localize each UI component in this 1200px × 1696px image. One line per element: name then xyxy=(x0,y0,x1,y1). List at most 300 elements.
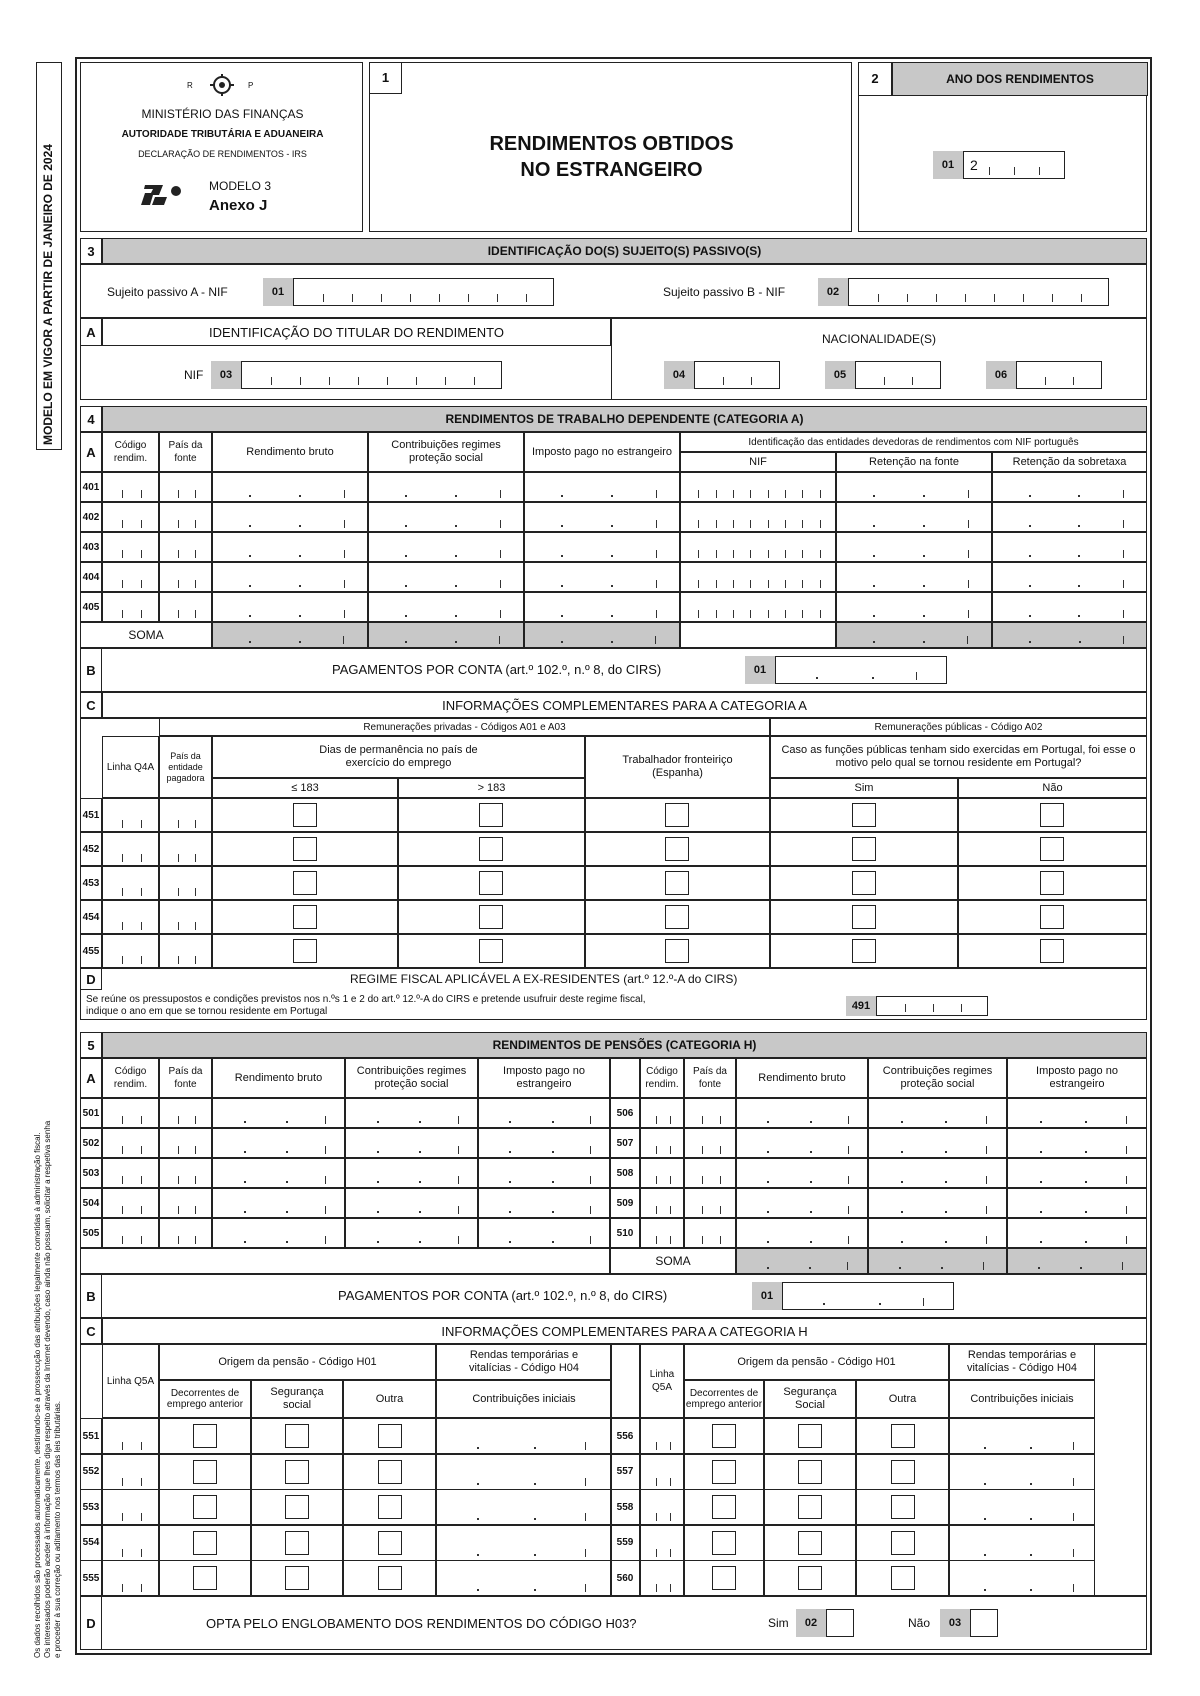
q5-imposto-input-l[interactable] xyxy=(478,1188,610,1218)
q5c-title: INFORMAÇÕES COMPLEMENTARES PARA A CATEGORIA H xyxy=(102,1318,1147,1344)
q5c-row-number: 556 xyxy=(610,1418,640,1454)
emblem-p: P xyxy=(248,81,254,90)
q4c-fronteirico-checkbox[interactable] xyxy=(665,803,689,827)
q4d-text-2: indique o ano em que se tornou residente em Portugal xyxy=(86,1006,328,1017)
q5-codigo-input-r[interactable] xyxy=(640,1128,684,1158)
q5d-sim-label: Sim xyxy=(768,1616,789,1630)
q4-contrib-input[interactable] xyxy=(368,532,524,562)
q5c-linha-input-l[interactable] xyxy=(102,1418,159,1454)
q5-contrib-input-r[interactable] xyxy=(868,1218,1007,1248)
q4-sobretaxa-input[interactable] xyxy=(992,562,1147,592)
q4c-col-pais: País da entidade pagadora xyxy=(159,736,212,798)
q5c-decorrentes-checkbox-r[interactable] xyxy=(712,1566,736,1590)
q5-col-contrib-r: Contribuições regimes proteção social xyxy=(868,1058,1007,1098)
q4-col-retencao: Retenção na fonte xyxy=(836,452,992,472)
q5b-letter: B xyxy=(80,1274,102,1318)
q5c-outra-checkbox-r[interactable] xyxy=(891,1495,915,1519)
titular-nif-input[interactable] xyxy=(241,361,502,389)
q5-bruto-input-l[interactable] xyxy=(212,1128,345,1158)
q5-col-codigo-l: Código rendim. xyxy=(102,1058,159,1098)
q5-codigo-input-l[interactable] xyxy=(102,1098,159,1128)
q5-bruto-input-r[interactable] xyxy=(736,1158,868,1188)
q5-codigo-input-r[interactable] xyxy=(640,1158,684,1188)
q5-bruto-input-r[interactable] xyxy=(736,1098,868,1128)
q4c-fronteirico: Trabalhador fronteiriço (Espanha) xyxy=(585,736,770,798)
q4c-fronteirico-checkbox[interactable] xyxy=(665,871,689,895)
q4c-sim-checkbox[interactable] xyxy=(852,905,876,929)
q4c-nao-checkbox[interactable] xyxy=(1040,871,1064,895)
nat-05-number: 05 xyxy=(825,361,855,389)
q5-bruto-input-r[interactable] xyxy=(736,1188,868,1218)
header-logo-box xyxy=(80,62,363,232)
q4-imposto-input[interactable] xyxy=(524,502,680,532)
q4b-letter: B xyxy=(80,648,102,692)
q5-codigo-input-l[interactable] xyxy=(102,1188,159,1218)
title-line2: NO ESTRANGEIRO xyxy=(520,159,703,181)
q5b-title: PAGAMENTOS POR CONTA (art.º 102.º, n.º 8, do CIRS) xyxy=(338,1288,668,1303)
q5-contrib-input-r[interactable] xyxy=(868,1188,1007,1218)
q4-bruto-input[interactable] xyxy=(212,532,368,562)
q4-col-contrib: Contribuições regimes proteção social xyxy=(368,432,524,472)
q5-codigo-input-r[interactable] xyxy=(640,1188,684,1218)
q4-row-number: 404 xyxy=(80,562,102,592)
at-logo-icon xyxy=(139,181,183,209)
q4-sobretaxa-input[interactable] xyxy=(992,502,1147,532)
q5-bruto-input-l[interactable] xyxy=(212,1218,345,1248)
q5-imposto-input-r[interactable] xyxy=(1007,1098,1147,1128)
q5c-seguranca-checkbox-r[interactable] xyxy=(798,1495,822,1519)
q5-col-bruto-r: Rendimento bruto xyxy=(736,1058,868,1098)
nat-06-number: 06 xyxy=(986,361,1016,389)
annex: Anexo J xyxy=(209,197,268,214)
q5-bruto-input-l[interactable] xyxy=(212,1188,345,1218)
q5c-decorrentes-checkbox-r[interactable] xyxy=(712,1460,736,1484)
q5-col-imposto-r: Imposto pago no estrangeiro xyxy=(1007,1058,1147,1098)
q4-soma-retencao xyxy=(836,622,992,648)
q4-codigo-input[interactable] xyxy=(102,502,159,532)
q4-pais-input[interactable] xyxy=(159,532,212,562)
q5-col-bruto-l: Rendimento bruto xyxy=(212,1058,345,1098)
title-line1: RENDIMENTOS OBTIDOS xyxy=(489,133,734,155)
q4-codigo-input[interactable] xyxy=(102,532,159,562)
q5c-contrib-input-l[interactable] xyxy=(436,1560,612,1596)
q5c-seguranca-checkbox-l[interactable] xyxy=(285,1566,309,1590)
q5c-row-number: 554 xyxy=(80,1525,102,1561)
q4-imposto-input[interactable] xyxy=(524,592,680,622)
q5c-contrib-r: Contribuições iniciais xyxy=(949,1380,1095,1418)
q4c-gt183-checkbox[interactable] xyxy=(479,803,503,827)
q4d-letter: D xyxy=(80,968,102,990)
q4-imposto-input[interactable] xyxy=(524,562,680,592)
q5c-decorrentes-checkbox-r[interactable] xyxy=(712,1531,736,1555)
year-field-number: 01 xyxy=(933,151,963,179)
q4c-sim: Sim xyxy=(770,778,958,798)
q5-title: RENDIMENTOS DE PENSÕES (CATEGORIA H) xyxy=(102,1032,1147,1058)
q5-soma-imposto xyxy=(1007,1248,1147,1274)
q5-row-number: 509 xyxy=(610,1188,640,1218)
q5-imposto-input-l[interactable] xyxy=(478,1218,610,1248)
q5c-contrib-input-r[interactable] xyxy=(949,1560,1095,1596)
q4-soma-imposto xyxy=(524,622,680,648)
q5c-outra-checkbox-r[interactable] xyxy=(891,1531,915,1555)
q5-pais-input-r[interactable] xyxy=(684,1098,736,1128)
q5c-contrib-input-r[interactable] xyxy=(949,1525,1095,1561)
q4c-pais-input[interactable] xyxy=(159,900,212,934)
q5-row-number: 503 xyxy=(80,1158,102,1188)
q5c-letter: C xyxy=(80,1318,102,1344)
q4c-linha-input[interactable] xyxy=(102,900,159,934)
q4-col-nif: NIF xyxy=(680,452,836,472)
year-prefill: 2 xyxy=(970,157,978,173)
q5c-decorrentes-l: Decorrentes de emprego anterior xyxy=(159,1380,251,1418)
q4c-linha-input[interactable] xyxy=(102,866,159,900)
q4-col-codigo: Código rendim. xyxy=(102,432,159,472)
year-input[interactable] xyxy=(963,151,1065,179)
q5c-linha-input-l[interactable] xyxy=(102,1454,159,1490)
emblem-r: R xyxy=(187,81,193,90)
q4c-linha-input[interactable] xyxy=(102,832,159,866)
q4-imposto-input[interactable] xyxy=(524,532,680,562)
q4d-year-input[interactable] xyxy=(876,996,988,1016)
q4c-nao-checkbox[interactable] xyxy=(1040,837,1064,861)
q5c-outra-checkbox-r[interactable] xyxy=(891,1566,915,1590)
q4a-letter: A xyxy=(80,432,102,472)
q5c-seguranca-checkbox-l[interactable] xyxy=(285,1424,309,1448)
q4-sobretaxa-input[interactable] xyxy=(992,592,1147,622)
q5-row-number: 510 xyxy=(610,1218,640,1248)
q4-retencao-input[interactable] xyxy=(836,472,992,502)
sp-b-number: 02 xyxy=(818,278,848,306)
model: MODELO 3 xyxy=(209,179,272,193)
sp-a-nif-input[interactable] xyxy=(293,278,554,306)
side-disclaimer-1: Os dados recolhidos são processados automaticamente, destinando-se à prossecução das atribuições legalmente cometidas à administração fiscal. xyxy=(33,1132,42,1658)
q5c-linha-input-r[interactable] xyxy=(640,1454,684,1490)
q5c-linha-input-r[interactable] xyxy=(640,1525,684,1561)
nat-06-input[interactable] xyxy=(1016,361,1102,389)
q4-bruto-input[interactable] xyxy=(212,502,368,532)
q5-contrib-input-l[interactable] xyxy=(345,1128,478,1158)
q4c-le183-checkbox[interactable] xyxy=(293,871,317,895)
side-disclaimer-2: Os interessados poderão aceder à informação que lhes diga respeito através da Internet devendo, caso ainda não possuam, solicitar a respetiva senha xyxy=(43,1120,52,1658)
q4-pais-input[interactable] xyxy=(159,592,212,622)
q5-pais-input-l[interactable] xyxy=(159,1158,212,1188)
q5c-seguranca-checkbox-l[interactable] xyxy=(285,1495,309,1519)
q4c-linha-input[interactable] xyxy=(102,798,159,832)
q5c-origem-r: Origem da pensão - Código H01 xyxy=(684,1344,949,1380)
q5d-title: OPTA PELO ENGLOBAMENTO DOS RENDIMENTOS DO CÓDIGO H03? xyxy=(206,1616,637,1631)
q5-imposto-input-r[interactable] xyxy=(1007,1158,1147,1188)
q5-row-number-col-right xyxy=(610,1058,640,1098)
q5-contrib-input-l[interactable] xyxy=(345,1218,478,1248)
q5c-seguranca-checkbox-l[interactable] xyxy=(285,1460,309,1484)
q5c-linha-input-l[interactable] xyxy=(102,1525,159,1561)
q4c-gt183-checkbox[interactable] xyxy=(479,871,503,895)
q5c-decorrentes-r: Decorrentes de emprego anterior xyxy=(684,1380,764,1418)
q4-row-number: 405 xyxy=(80,592,102,622)
q5-number: 5 xyxy=(80,1032,102,1058)
q4c-gt183-checkbox[interactable] xyxy=(479,905,503,929)
q5d-sim-checkbox[interactable] xyxy=(826,1609,854,1637)
nat-04-number: 04 xyxy=(664,361,694,389)
q5c-outra-checkbox-l[interactable] xyxy=(378,1460,402,1484)
q4-soma-sobretaxa xyxy=(992,622,1147,648)
q4-row-number: 403 xyxy=(80,532,102,562)
q5c-contrib-input-l[interactable] xyxy=(436,1525,612,1561)
sp-b-label: Sujeito passivo B - NIF xyxy=(663,285,786,299)
q5-codigo-input-l[interactable] xyxy=(102,1218,159,1248)
q4-nif-input[interactable] xyxy=(680,532,836,562)
q5c-linha-input-r[interactable] xyxy=(640,1560,684,1596)
q5-contrib-input-l[interactable] xyxy=(345,1098,478,1128)
q5c-contrib-input-r[interactable] xyxy=(949,1454,1095,1490)
q5c-outra-l: Outra xyxy=(343,1380,436,1418)
q5-pais-input-l[interactable] xyxy=(159,1218,212,1248)
q5-imposto-input-r[interactable] xyxy=(1007,1128,1147,1158)
q5c-row-number: 553 xyxy=(80,1489,102,1525)
q4c-pais-input[interactable] xyxy=(159,866,212,900)
q5-pais-input-l[interactable] xyxy=(159,1188,212,1218)
q5c-row-number: 558 xyxy=(610,1489,640,1525)
q5-pais-input-l[interactable] xyxy=(159,1128,212,1158)
q4-col-bruto: Rendimento bruto xyxy=(212,432,368,472)
q4-nif-input[interactable] xyxy=(680,472,836,502)
q5-contrib-input-l[interactable] xyxy=(345,1188,478,1218)
q4-soma-contrib xyxy=(368,622,524,648)
q5c-linha-input-l[interactable] xyxy=(102,1560,159,1596)
q4c-pub: Remunerações públicas - Código A02 xyxy=(770,718,1147,736)
q4-retencao-input[interactable] xyxy=(836,502,992,532)
q5c-contrib-input-r[interactable] xyxy=(949,1489,1095,1525)
q5c-origem-l: Origem da pensão - Código H01 xyxy=(159,1344,436,1380)
q5c-seguranca-checkbox-l[interactable] xyxy=(285,1531,309,1555)
q5-pais-input-l[interactable] xyxy=(159,1098,212,1128)
emblem-icon xyxy=(202,73,242,97)
q4c-nao-checkbox[interactable] xyxy=(1040,939,1064,963)
q5c-decorrentes-checkbox-l[interactable] xyxy=(193,1424,217,1448)
q5-pais-input-r[interactable] xyxy=(684,1218,736,1248)
q5c-outra-checkbox-l[interactable] xyxy=(378,1531,402,1555)
q4c-gt183-checkbox[interactable] xyxy=(479,939,503,963)
q5c-row-number: 551 xyxy=(80,1418,102,1454)
q5c-decorrentes-checkbox-l[interactable] xyxy=(193,1531,217,1555)
q5c-decorrentes-checkbox-l[interactable] xyxy=(193,1495,217,1519)
q4d-title: REGIME FISCAL APLICÁVEL A EX-RESIDENTES (art.º 12.º-A do CIRS) xyxy=(350,972,738,986)
q4c-row-number: 451 xyxy=(80,798,102,832)
q4c-le183-checkbox[interactable] xyxy=(293,939,317,963)
q5c-seguranca-checkbox-r[interactable] xyxy=(798,1424,822,1448)
sp-b-nif-input[interactable] xyxy=(848,278,1109,306)
q4-retencao-input[interactable] xyxy=(836,532,992,562)
q4c-priv: Remunerações privadas - Códigos A01 e A03 xyxy=(159,718,770,736)
q4-nif-input[interactable] xyxy=(680,502,836,532)
q5c-row-number: 560 xyxy=(610,1560,640,1596)
authority: AUTORIDADE TRIBUTÁRIA E ADUANEIRA xyxy=(121,129,324,140)
q5c-outra-checkbox-r[interactable] xyxy=(891,1460,915,1484)
q5c-seguranca-checkbox-r[interactable] xyxy=(798,1566,822,1590)
q4-bruto-input[interactable] xyxy=(212,472,368,502)
q5-pais-input-r[interactable] xyxy=(684,1188,736,1218)
q5c-rendas-r: Rendas temporárias e vitalícias - Código H04 xyxy=(949,1344,1095,1380)
q5c-linha-input-r[interactable] xyxy=(640,1418,684,1454)
q4-number: 4 xyxy=(80,406,102,432)
q5-col-pais-l: País da fonte xyxy=(159,1058,212,1098)
q5d-letter: D xyxy=(80,1596,102,1650)
q4c-row-number: 453 xyxy=(80,866,102,900)
q4-bruto-input[interactable] xyxy=(212,592,368,622)
q5-contrib-input-r[interactable] xyxy=(868,1098,1007,1128)
q4-nif-input[interactable] xyxy=(680,562,836,592)
q4c-linha-input[interactable] xyxy=(102,934,159,968)
q4-contrib-input[interactable] xyxy=(368,592,524,622)
q4c-sim-checkbox[interactable] xyxy=(852,803,876,827)
q4-codigo-input[interactable] xyxy=(102,562,159,592)
q4c-sim-checkbox[interactable] xyxy=(852,939,876,963)
q4c-letter: C xyxy=(80,692,102,718)
q4-pais-input[interactable] xyxy=(159,502,212,532)
q5-imposto-input-r[interactable] xyxy=(1007,1188,1147,1218)
q4-retencao-input[interactable] xyxy=(836,562,992,592)
q4-contrib-input[interactable] xyxy=(368,562,524,592)
q5b-amount-input[interactable] xyxy=(782,1282,954,1310)
q4-sobretaxa-input[interactable] xyxy=(992,532,1147,562)
q5-codigo-input-l[interactable] xyxy=(102,1158,159,1188)
q4b-amount-input[interactable] xyxy=(775,656,947,684)
q4c-dias: Dias de permanência no país de exercício do emprego xyxy=(212,736,585,778)
q4c-le183-checkbox[interactable] xyxy=(293,905,317,929)
q4d-text-1: Se reúne os pressupostos e condições previstos nos n.ºs 1 e 2 do art.º 12.º-A do CIRS e pretende usufruir deste regime fiscal, xyxy=(86,994,646,1005)
q4c-pais-input[interactable] xyxy=(159,832,212,866)
q4c-pub-question: Caso as funções públicas tenham sido exercidas em Portugal, foi esse o motivo pelo qual se tornou residente em Portugal? xyxy=(770,736,1147,778)
q4c-fronteirico-checkbox[interactable] xyxy=(665,837,689,861)
q4c-pais-input[interactable] xyxy=(159,798,212,832)
q4c-row-number: 455 xyxy=(80,934,102,968)
nat-04-input[interactable] xyxy=(694,361,780,389)
q4c-nao-checkbox[interactable] xyxy=(1040,803,1064,827)
q5d-nao-checkbox[interactable] xyxy=(970,1609,998,1637)
q5c-row-number: 559 xyxy=(610,1525,640,1561)
q5-imposto-input-l[interactable] xyxy=(478,1128,610,1158)
q5-bruto-input-r[interactable] xyxy=(736,1218,868,1248)
q5-soma-blank xyxy=(80,1248,610,1274)
q5c-outra-checkbox-l[interactable] xyxy=(378,1424,402,1448)
titular-title: IDENTIFICAÇÃO DO TITULAR DO RENDIMENTO xyxy=(102,318,611,346)
q4c-le183-checkbox[interactable] xyxy=(293,837,317,861)
q5c-linha-input-r[interactable] xyxy=(640,1489,684,1525)
q3-number: 3 xyxy=(80,238,102,264)
box2-title: ANO DOS RENDIMENTOS xyxy=(892,62,1148,96)
q5c-contrib-input-l[interactable] xyxy=(436,1489,612,1525)
q5-row-number: 508 xyxy=(610,1158,640,1188)
q4-soma-nif-blank xyxy=(680,622,836,648)
q4b-title: PAGAMENTOS POR CONTA (art.º 102.º, n.º 8, do CIRS) xyxy=(332,662,662,677)
q5-col-imposto-l: Imposto pago no estrangeiro xyxy=(478,1058,610,1098)
q5-bruto-input-l[interactable] xyxy=(212,1098,345,1128)
q4-pais-input[interactable] xyxy=(159,472,212,502)
q4c-le183-checkbox[interactable] xyxy=(293,803,317,827)
q5-row-number: 502 xyxy=(80,1128,102,1158)
q5a-letter: A xyxy=(80,1058,102,1098)
q4-title: RENDIMENTOS DE TRABALHO DEPENDENTE (CATEGORIA A) xyxy=(102,406,1147,432)
q4-pais-input[interactable] xyxy=(159,562,212,592)
q5c-contrib-input-l[interactable] xyxy=(436,1454,612,1490)
q4-row-number: 401 xyxy=(80,472,102,502)
q4c-gt183: > 183 xyxy=(398,778,585,798)
q5c-seguranca-checkbox-r[interactable] xyxy=(798,1531,822,1555)
q5-contrib-input-r[interactable] xyxy=(868,1158,1007,1188)
q5-bruto-input-r[interactable] xyxy=(736,1128,868,1158)
q5-contrib-input-r[interactable] xyxy=(868,1128,1007,1158)
q5c-outra-r: Outra xyxy=(856,1380,949,1418)
q5-col-codigo-r: Código rendim. xyxy=(640,1058,684,1098)
q5c-linha-l: Linha Q5A xyxy=(102,1344,159,1418)
q4-bruto-input[interactable] xyxy=(212,562,368,592)
q5-imposto-input-l[interactable] xyxy=(478,1158,610,1188)
side-note: MODELO EM VIGOR A PARTIR DE JANEIRO DE 2024 xyxy=(41,144,55,445)
q5-codigo-input-l[interactable] xyxy=(102,1128,159,1158)
q4-imposto-input[interactable] xyxy=(524,472,680,502)
q5c-outra-checkbox-l[interactable] xyxy=(378,1495,402,1519)
q5c-row-number: 557 xyxy=(610,1454,640,1490)
q4b-field-number: 01 xyxy=(745,656,775,684)
q4-retencao-input[interactable] xyxy=(836,592,992,622)
q5-bruto-input-l[interactable] xyxy=(212,1158,345,1188)
q4-contrib-input[interactable] xyxy=(368,502,524,532)
q3a-divider xyxy=(611,318,612,400)
q5-codigo-input-r[interactable] xyxy=(640,1098,684,1128)
q5d-nao-label: Não xyxy=(908,1616,931,1630)
q4c-title: INFORMAÇÕES COMPLEMENTARES PARA A CATEGORIA A xyxy=(102,692,1147,718)
q5-imposto-input-l[interactable] xyxy=(478,1098,610,1128)
q5c-decorrentes-checkbox-l[interactable] xyxy=(193,1566,217,1590)
q5c-linha-input-l[interactable] xyxy=(102,1489,159,1525)
q5-pais-input-r[interactable] xyxy=(684,1128,736,1158)
q5-imposto-input-r[interactable] xyxy=(1007,1218,1147,1248)
nat-05-input[interactable] xyxy=(855,361,941,389)
q5c-contrib-l: Contribuições iniciais xyxy=(436,1380,612,1418)
q5c-seguranca-checkbox-r[interactable] xyxy=(798,1460,822,1484)
q5c-rendas-l: Rendas temporárias e vitalícias - Código H04 xyxy=(436,1344,612,1380)
q4c-fronteirico-checkbox[interactable] xyxy=(665,939,689,963)
q4c-col-linha: Linha Q4A xyxy=(102,736,159,798)
q4-sobretaxa-input[interactable] xyxy=(992,472,1147,502)
q4c-sim-checkbox[interactable] xyxy=(852,837,876,861)
q4c-nao-checkbox[interactable] xyxy=(1040,905,1064,929)
q4c-gt183-checkbox[interactable] xyxy=(479,837,503,861)
q4c-row-number: 452 xyxy=(80,832,102,866)
q5c-decorrentes-checkbox-r[interactable] xyxy=(712,1495,736,1519)
q5c-contrib-input-r[interactable] xyxy=(949,1418,1095,1454)
q4c-pais-input[interactable] xyxy=(159,934,212,968)
q4-codigo-input[interactable] xyxy=(102,472,159,502)
q5c-decorrentes-checkbox-l[interactable] xyxy=(193,1460,217,1484)
q5c-outra-checkbox-l[interactable] xyxy=(378,1566,402,1590)
q5-codigo-input-r[interactable] xyxy=(640,1218,684,1248)
header-year-box xyxy=(858,62,1147,232)
q5c-outra-checkbox-r[interactable] xyxy=(891,1424,915,1448)
q4-nif-input[interactable] xyxy=(680,592,836,622)
q5c-row-number-col-right xyxy=(610,1344,640,1418)
side-note-box xyxy=(36,62,62,450)
q4c-sim-checkbox[interactable] xyxy=(852,871,876,895)
q4c-fronteirico-checkbox[interactable] xyxy=(665,905,689,929)
q5-contrib-input-l[interactable] xyxy=(345,1158,478,1188)
box1-number: 1 xyxy=(369,62,402,94)
q5-pais-input-r[interactable] xyxy=(684,1158,736,1188)
q5c-decorrentes-checkbox-r[interactable] xyxy=(712,1424,736,1448)
q4-contrib-input[interactable] xyxy=(368,472,524,502)
q4-codigo-input[interactable] xyxy=(102,592,159,622)
q5c-contrib-input-l[interactable] xyxy=(436,1418,612,1454)
